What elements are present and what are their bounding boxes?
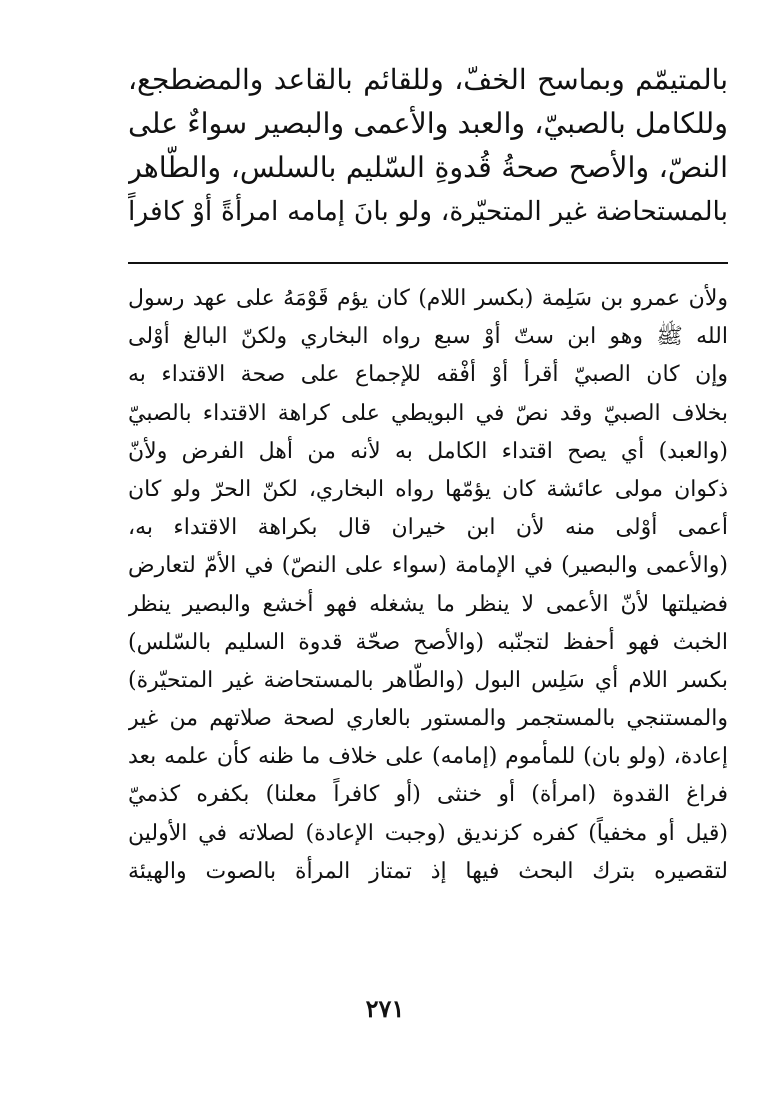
main-text-line: وللكامل بالصبيّ، والعبد والأعمى والبصير سواءٌ على (128, 107, 728, 140)
commentary-line: الخبث فهو أحفظ لتجنّبه (والأصح صحّة قدوة السليم بالسّلس) (128, 629, 728, 655)
commentary-line: أعمى أوْلى منه لأن ابن خيران قال بكراهة الاقتداء به، (128, 515, 728, 541)
commentary-line: فراغ القدوة (امرأة) أو خنثى (أو كافراً معلنا) بكفره كذميّ (128, 782, 728, 808)
commentary-line: الله ﷺ وهو ابن ستّ أوْ سبع رواه البخاري ولكنّ البالغ أوْلى (128, 324, 728, 350)
commentary-line: (والأعمى والبصير) في الإمامة (سواء على النصّ) في الأمّ لتعارض (128, 553, 728, 579)
commentary-line: بكسر اللام أي سَلِس البول (والطّاهر بالمستحاضة غير المتحيّرة) (128, 667, 728, 693)
commentary-line: (والعبد) أي يصح اقتداء الكامل به لأنه من أهل الفرض ولأنّ (128, 438, 728, 464)
section-divider (128, 262, 728, 264)
commentary-line: وإن كان الصبيّ أقرأ أوْ أفْقه للإجماع على صحة الاقتداء به (128, 362, 728, 388)
commentary-line: بخلاف الصبيّ وقد نصّ في البويطي على كراهة الاقتداء بالصبيّ (128, 400, 728, 426)
commentary-line: فضيلتها لأنّ الأعمى لا ينظر ما يشغله فهو أخشع والبصير ينظر (128, 591, 728, 617)
main-text (128, 58, 728, 234)
main-text-line: بالمستحاضة غير المتحيّرة، ولو بانَ إمامه امرأةً أوْ كافراً (128, 196, 728, 227)
page-number: ٢٧١ (365, 994, 405, 1023)
commentary-line: ذكوان مولى عائشة كان يؤمّها رواه البخاري، لكنّ الحرّ ولو كان (128, 476, 728, 502)
commentary-line: ولأن عمرو بن سَلِمة (بكسر اللام) كان يؤم قَوْمَهُ على عهد رسول (128, 286, 728, 311)
commentary-text (128, 280, 728, 891)
main-text-line: بالمتيمّم وبماسح الخفّ، وللقائم بالقاعد والمضطجع، (128, 63, 728, 96)
commentary-line: إعادة، (ولو بان) للمأموم (إمامه) على خلاف ما ظنه كأن علمه بعد (128, 744, 728, 770)
commentary-line: لتقصيره بترك البحث فيها إذ تمتاز المرأة بالصوت والهيئة (128, 858, 728, 884)
commentary-line: والمستنجي بالمستجمر والمستور بالعاري لصحة صلاتهم من غير (128, 706, 728, 732)
commentary-line: (قيل أو مخفياً) كفره كزنديق (وجبت الإعادة) لصلاته في الأولين (128, 820, 728, 846)
main-text-line: النصّ، والأصح صحةُ قُدوةِ السّليم بالسلس، والطّاهر (128, 151, 728, 184)
